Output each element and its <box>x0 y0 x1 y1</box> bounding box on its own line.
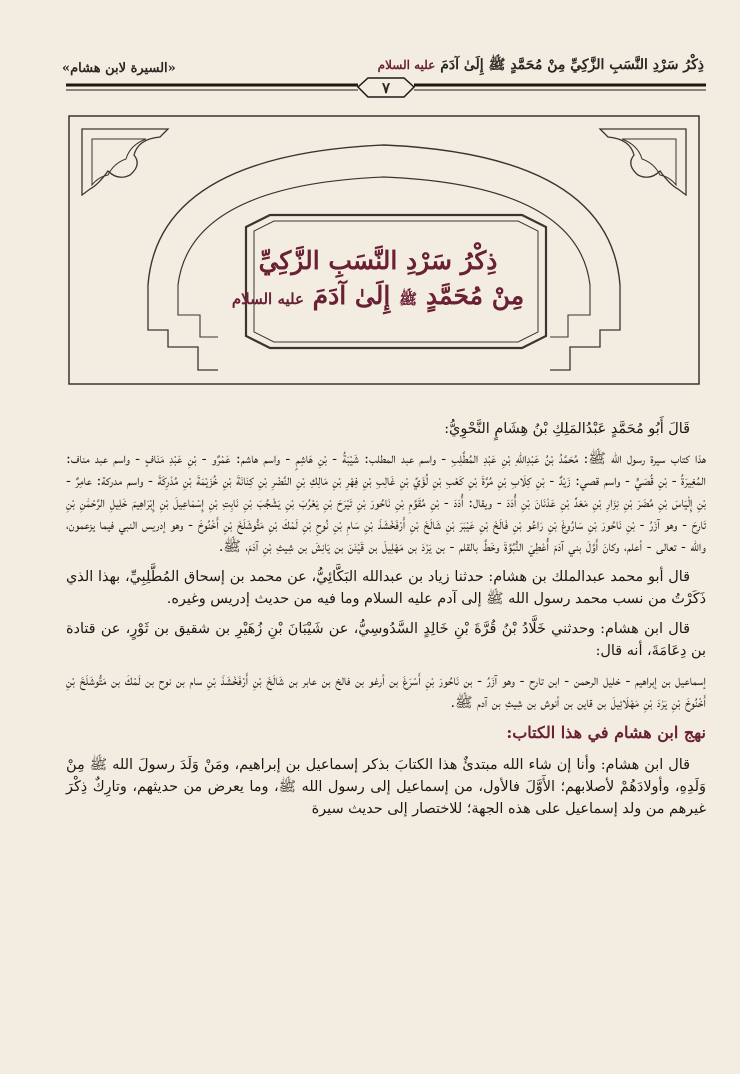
running-head-book-title: «السيرة لابن هشام» <box>62 61 176 76</box>
paragraph-lineage: هذا كتاب سيرة رسول الله ﷺ: مُحَمَّدُ بْنُ عَبْدِاللهِ بْنِ عَبْدِ المُطَّلِبِ - واسم عبد المطلب: شَيْبَةُ - بْنِ هَاشِمٍ - واسم هاشم: عَمْرٌو - بْنِ عَبْدِ مَنَافٍ - واسم عبد مناف: المُغِيرَةُ - بْنِ قُصَيٍّ - واسم قصي: زَيْدٌ - بْنِ كِلَابِ بْنِ مُرَّةَ بْنِ كَعْبِ بْنِ لُؤَيِّ بْنِ غَالِبِ بْنِ فِهْرِ بْنِ مَالِكِ بْنِ النَّضْرِ بْنِ كِنَانَةَ بْنِ خُزَيْمَةَ بْنِ مُدْرِكَةَ - واسم مدركة: عامِرٌ - بْنِ إِلْيَاسَ بْنِ مُضَرَ بْنِ نِزَارِ بْنِ مَعَدِّ بْنِ عَدْنَانَ بْنِ أُدَدَ - ويقال: أُدَدَ - بْنِ مُقَوَّمِ بْنِ نَاحُورَ بْنِ تَيْرَحَ بْنِ يَعْرُبَ بْنِ يَشْجُبَ بْنِ نَابِتِ بْنِ إِسْمَاعِيلَ بْنِ إِبْرَاهِيمَ خَلِيلِ الرَّحْمَٰنِ بْنِ تَارِحَ - وهو آزَرُ - بْنِ نَاحُورَ بْنِ سَارُوغَ بْنِ رَاعُو بْنِ فَالَخَ بْنِ عَيْبَرَ بْنِ شَالَخَ بْنِ أَرْفَخْشَذَ بْنِ سَامِ بْنِ نُوحِ بْنِ لَمْكَ بْنِ مَتُّوشَلَخَ بْنِ أَخْنُوخَ - وهو إدريس النبي فيما يزعمون، والله - تعالى - أعلم، وكانَ أَوَّلَ بني آدَمَ أُعْطِيَ النُّبُوَّةَ وخَطَّ بالقلم - بن يَرْدَ بن مَهْلِيلَ بن قَيْنَنَ بن يَانِشَ بن شِيثِ بْنِ آدَمَ، ﷺ. <box>66 451 706 555</box>
chapter-title <box>208 218 548 346</box>
running-head-chapter-text: ذِكْرُ سَرْدِ النَّسَبِ الزَّكِيِّ مِنْ مُحَمَّدٍ ﷺ إِلَىٰ آدَمَ <box>440 57 704 73</box>
running-head-chapter <box>378 56 704 76</box>
section-heading: نهج ابن هشام في هذا الكتاب: <box>506 723 706 742</box>
chapter-title-line1: ذِكْرُ سَرْدِ النَّسَبِ الزَّكِيِّ <box>258 246 498 275</box>
page-number: ٧ <box>381 79 391 97</box>
paragraph-intro: قَالَ أَبُو مُحَمَّدٍ عَبْدُالمَلِكِ بْنُ هِشَامٍ النَّحْوِيُّ: <box>444 421 690 437</box>
chapter-title-line2 <box>208 278 548 317</box>
chapter-title-to: إِلَىٰ آدَمَ <box>312 281 391 310</box>
running-head <box>62 50 704 76</box>
paragraph-isnad-1: قال أبو محمد عبدالملك بن هشام: حدثنا زياد بن عبدالله البَكَّائِيُّ، عن محمد بن إسحاق المُطَّلِبِيِّ، بهذا الذي ذَكَرْتُ من نسب محمد رسول الله ﷺ إلى آدم عليه السلام وما فيه من حديث إدريس وغيره. <box>66 569 706 607</box>
running-head-honor: عليه السلام <box>377 58 436 72</box>
prophet-honorific: ﷺ <box>399 290 418 308</box>
paragraph-method: قال ابن هشام: وأنا إن شاء الله مبتدئٌ هذا الكتابَ بذكر إسماعيل بن إبراهيم، ومَنْ وَلَدَ رسولَ الله ﷺ مِنْ وَلَدِهِ، وأولادَهُمْ لأصلابهم؛ الأَوَّلَ فالأول، من إسماعيل إلى رسول الله ﷺ، وما يعرض من حديثهم، وتارِكٌ ذِكْرَ غيرهم من ولد إسماعيل على هذه الجهة؛ للاختصار إلى حديث سيرة <box>66 757 706 817</box>
paragraph-qatada-lineage: إسماعيل بن إبراهيم - خليل الرحمن - ابن تارح - وهو آزَرُ - بن نَاحُورَ بْنِ أَسْرَغَ بن أرغو بن فالخ بن عابر بن شَالَخَ بْنِ أَرْفَخْشَذَ بْنِ سام بن نوح بن لَمْكَ بن مَتُّوشَلَخَ بْنِ أَخْنُوخَ بْنِ يَرْدَ بْنِ مَهْلَائِيلَ بن قاين بن أنوش بن شِيثِ بن آدم ﷺ. <box>66 673 706 711</box>
chapter-title-from: مِنْ مُحَمَّدٍ <box>425 281 525 310</box>
paragraph-isnad-2: قال ابن هشام: وحدثني خَلَّادُ بْنُ قُرَّةَ بْنِ خَالِدٍ السَّدُوسِيُّ، عن شَيْبَانَ بْنِ زُهَيْرِ بن شقيق بن ثَوْرٍ، عن قتادة بن دِعَامَةَ، أنه قال: <box>66 621 706 659</box>
body-text <box>66 418 706 828</box>
adam-honorific: عليه السلام <box>231 290 304 308</box>
header-rule <box>66 76 706 102</box>
